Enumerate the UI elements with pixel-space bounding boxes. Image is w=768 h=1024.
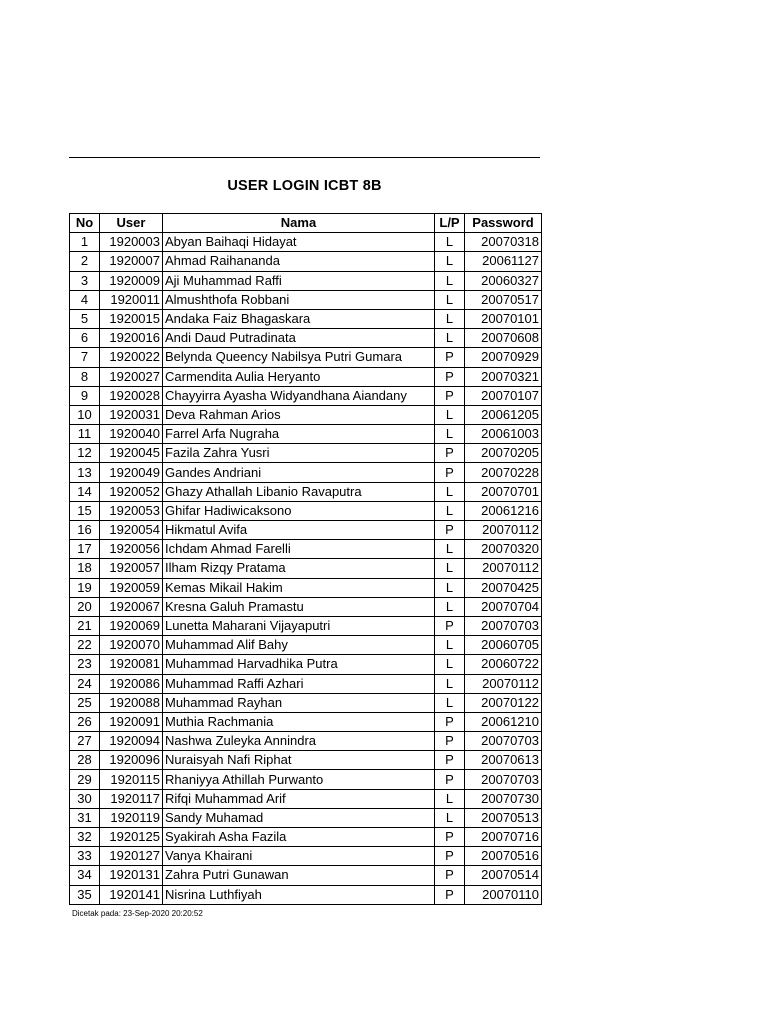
user-id-cell: 1920141 <box>100 885 163 904</box>
gender-cell: L <box>435 290 465 309</box>
table-row <box>70 636 542 655</box>
printed-timestamp: Dicetak pada: 23-Sep-2020 20:20:52 <box>72 909 203 918</box>
user-id-cell: 1920088 <box>100 693 163 712</box>
row-number-cell: 27 <box>70 732 100 751</box>
student-name-cell: Vanya Khairani <box>163 847 435 866</box>
student-name-cell: Farrel Arfa Nugraha <box>163 425 435 444</box>
password-cell: 20070112 <box>465 521 542 540</box>
student-name-cell: Andaka Faiz Bhagaskara <box>163 309 435 328</box>
gender-cell: L <box>435 597 465 616</box>
row-number-cell: 30 <box>70 789 100 808</box>
password-cell: 20070228 <box>465 463 542 482</box>
row-number-cell: 34 <box>70 866 100 885</box>
table-row <box>70 309 542 328</box>
gender-cell: L <box>435 693 465 712</box>
table-header-row <box>70 214 542 233</box>
user-id-cell: 1920094 <box>100 732 163 751</box>
password-cell: 20070321 <box>465 367 542 386</box>
row-number-cell: 20 <box>70 597 100 616</box>
student-name-cell: Rifqi Muhammad Arif <box>163 789 435 808</box>
gender-cell: L <box>435 674 465 693</box>
row-number-cell: 6 <box>70 329 100 348</box>
table-row <box>70 770 542 789</box>
table-row <box>70 674 542 693</box>
row-number-cell: 15 <box>70 501 100 520</box>
row-number-cell: 5 <box>70 309 100 328</box>
user-id-cell: 1920091 <box>100 712 163 731</box>
row-number-cell: 21 <box>70 616 100 635</box>
password-cell: 20070110 <box>465 885 542 904</box>
row-number-cell: 11 <box>70 425 100 444</box>
table-row <box>70 348 542 367</box>
password-cell: 20070425 <box>465 578 542 597</box>
gender-cell: P <box>435 732 465 751</box>
user-id-cell: 1920028 <box>100 386 163 405</box>
user-id-cell: 1920027 <box>100 367 163 386</box>
table-row <box>70 578 542 597</box>
table-row <box>70 597 542 616</box>
student-name-cell: Ghazy Athallah Libanio Ravaputra <box>163 482 435 501</box>
row-number-cell: 13 <box>70 463 100 482</box>
student-name-cell: Abyan Baihaqi Hidayat <box>163 233 435 252</box>
student-name-cell: Nisrina Luthfiyah <box>163 885 435 904</box>
password-cell: 20070101 <box>465 309 542 328</box>
gender-cell: L <box>435 501 465 520</box>
gender-cell: L <box>435 252 465 271</box>
student-name-cell: Nashwa Zuleyka Annindra <box>163 732 435 751</box>
password-cell: 20070716 <box>465 828 542 847</box>
user-id-cell: 1920003 <box>100 233 163 252</box>
user-id-cell: 1920119 <box>100 808 163 827</box>
gender-cell: P <box>435 444 465 463</box>
student-name-cell: Kresna Galuh Pramastu <box>163 597 435 616</box>
user-id-cell: 1920007 <box>100 252 163 271</box>
user-id-cell: 1920057 <box>100 559 163 578</box>
gender-cell: P <box>435 712 465 731</box>
gender-cell: P <box>435 463 465 482</box>
gender-cell: L <box>435 540 465 559</box>
password-cell: 20070704 <box>465 597 542 616</box>
password-cell: 20061205 <box>465 405 542 424</box>
gender-cell: P <box>435 770 465 789</box>
table-row <box>70 616 542 635</box>
gender-cell: P <box>435 386 465 405</box>
password-cell: 20070516 <box>465 847 542 866</box>
user-id-cell: 1920096 <box>100 751 163 770</box>
student-name-cell: Muhammad Harvadhika Putra <box>163 655 435 674</box>
header-nama: Nama <box>163 214 435 233</box>
row-number-cell: 9 <box>70 386 100 405</box>
row-number-cell: 12 <box>70 444 100 463</box>
user-id-cell: 1920056 <box>100 540 163 559</box>
user-id-cell: 1920053 <box>100 501 163 520</box>
table-row <box>70 425 542 444</box>
table-row <box>70 808 542 827</box>
gender-cell: L <box>435 655 465 674</box>
row-number-cell: 8 <box>70 367 100 386</box>
password-cell: 20070703 <box>465 770 542 789</box>
password-cell: 20060705 <box>465 636 542 655</box>
table-row <box>70 521 542 540</box>
user-id-cell: 1920022 <box>100 348 163 367</box>
student-name-cell: Syakirah Asha Fazila <box>163 828 435 847</box>
table-row <box>70 367 542 386</box>
table-row <box>70 540 542 559</box>
student-name-cell: Ahmad Raihananda <box>163 252 435 271</box>
gender-cell: L <box>435 482 465 501</box>
user-id-cell: 1920131 <box>100 866 163 885</box>
user-id-cell: 1920067 <box>100 597 163 616</box>
password-cell: 20070514 <box>465 866 542 885</box>
student-name-cell: Muhammad Rayhan <box>163 693 435 712</box>
student-name-cell: Carmendita Aulia Heryanto <box>163 367 435 386</box>
gender-cell: L <box>435 233 465 252</box>
table-row <box>70 444 542 463</box>
gender-cell: P <box>435 751 465 770</box>
user-id-cell: 1920086 <box>100 674 163 693</box>
table-row <box>70 233 542 252</box>
row-number-cell: 25 <box>70 693 100 712</box>
gender-cell: P <box>435 521 465 540</box>
password-cell: 20070703 <box>465 616 542 635</box>
password-cell: 20061210 <box>465 712 542 731</box>
row-number-cell: 28 <box>70 751 100 770</box>
table-row <box>70 712 542 731</box>
row-number-cell: 7 <box>70 348 100 367</box>
table-row <box>70 885 542 904</box>
table-row <box>70 828 542 847</box>
row-number-cell: 10 <box>70 405 100 424</box>
gender-cell: L <box>435 559 465 578</box>
password-cell: 20070513 <box>465 808 542 827</box>
password-cell: 20070122 <box>465 693 542 712</box>
row-number-cell: 22 <box>70 636 100 655</box>
table-row <box>70 751 542 770</box>
row-number-cell: 14 <box>70 482 100 501</box>
row-number-cell: 33 <box>70 847 100 866</box>
password-cell: 20070929 <box>465 348 542 367</box>
table-row <box>70 482 542 501</box>
user-id-cell: 1920125 <box>100 828 163 847</box>
user-id-cell: 1920117 <box>100 789 163 808</box>
row-number-cell: 4 <box>70 290 100 309</box>
user-id-cell: 1920081 <box>100 655 163 674</box>
student-name-cell: Kemas Mikail Hakim <box>163 578 435 597</box>
table-row <box>70 789 542 808</box>
user-id-cell: 1920045 <box>100 444 163 463</box>
table-row <box>70 866 542 885</box>
gender-cell: L <box>435 789 465 808</box>
student-name-cell: Ghifar Hadiwicaksono <box>163 501 435 520</box>
password-cell: 20061127 <box>465 252 542 271</box>
row-number-cell: 19 <box>70 578 100 597</box>
table-row <box>70 501 542 520</box>
password-cell: 20070107 <box>465 386 542 405</box>
gender-cell: L <box>435 405 465 424</box>
row-number-cell: 18 <box>70 559 100 578</box>
student-name-cell: Sandy Muhamad <box>163 808 435 827</box>
student-name-cell: Andi Daud Putradinata <box>163 329 435 348</box>
gender-cell: P <box>435 885 465 904</box>
user-id-cell: 1920049 <box>100 463 163 482</box>
password-cell: 20061216 <box>465 501 542 520</box>
password-cell: 20070205 <box>465 444 542 463</box>
user-id-cell: 1920040 <box>100 425 163 444</box>
gender-cell: P <box>435 866 465 885</box>
row-number-cell: 31 <box>70 808 100 827</box>
row-number-cell: 2 <box>70 252 100 271</box>
student-name-cell: Muthia Rachmania <box>163 712 435 731</box>
student-name-cell: Aji Muhammad Raffi <box>163 271 435 290</box>
gender-cell: L <box>435 329 465 348</box>
student-name-cell: Chayyirra Ayasha Widyandhana Aiandany <box>163 386 435 405</box>
gender-cell: L <box>435 271 465 290</box>
student-name-cell: Muhammad Alif Bahy <box>163 636 435 655</box>
row-number-cell: 17 <box>70 540 100 559</box>
password-cell: 20070517 <box>465 290 542 309</box>
table-row <box>70 271 542 290</box>
row-number-cell: 29 <box>70 770 100 789</box>
gender-cell: P <box>435 348 465 367</box>
row-number-cell: 16 <box>70 521 100 540</box>
user-id-cell: 1920115 <box>100 770 163 789</box>
password-cell: 20070701 <box>465 482 542 501</box>
gender-cell: P <box>435 367 465 386</box>
table-row <box>70 252 542 271</box>
password-cell: 20070730 <box>465 789 542 808</box>
table-row <box>70 329 542 348</box>
table-row <box>70 847 542 866</box>
password-cell: 20070112 <box>465 559 542 578</box>
top-divider <box>69 157 540 158</box>
user-id-cell: 1920127 <box>100 847 163 866</box>
student-name-cell: Belynda Queency Nabilsya Putri Gumara <box>163 348 435 367</box>
password-cell: 20070703 <box>465 732 542 751</box>
user-id-cell: 1920052 <box>100 482 163 501</box>
row-number-cell: 32 <box>70 828 100 847</box>
user-id-cell: 1920070 <box>100 636 163 655</box>
student-name-cell: Gandes Andriani <box>163 463 435 482</box>
table-row <box>70 559 542 578</box>
user-id-cell: 1920009 <box>100 271 163 290</box>
gender-cell: L <box>435 808 465 827</box>
student-name-cell: Nuraisyah Nafi Riphat <box>163 751 435 770</box>
student-name-cell: Zahra Putri Gunawan <box>163 866 435 885</box>
row-number-cell: 35 <box>70 885 100 904</box>
header-lp: L/P <box>435 214 465 233</box>
user-id-cell: 1920031 <box>100 405 163 424</box>
password-cell: 20061003 <box>465 425 542 444</box>
student-name-cell: Muhammad Raffi Azhari <box>163 674 435 693</box>
table-row <box>70 693 542 712</box>
user-id-cell: 1920016 <box>100 329 163 348</box>
student-name-cell: Deva Rahman Arios <box>163 405 435 424</box>
password-cell: 20060722 <box>465 655 542 674</box>
user-id-cell: 1920015 <box>100 309 163 328</box>
student-name-cell: Rhaniyya Athillah Purwanto <box>163 770 435 789</box>
gender-cell: P <box>435 616 465 635</box>
user-id-cell: 1920069 <box>100 616 163 635</box>
table-row <box>70 405 542 424</box>
password-cell: 20070320 <box>465 540 542 559</box>
user-id-cell: 1920054 <box>100 521 163 540</box>
row-number-cell: 1 <box>70 233 100 252</box>
student-name-cell: Ilham Rizqy Pratama <box>163 559 435 578</box>
document-title: USER LOGIN ICBT 8B <box>227 178 382 194</box>
user-id-cell: 1920059 <box>100 578 163 597</box>
gender-cell: P <box>435 828 465 847</box>
password-cell: 20070318 <box>465 233 542 252</box>
row-number-cell: 26 <box>70 712 100 731</box>
student-name-cell: Fazila Zahra Yusri <box>163 444 435 463</box>
row-number-cell: 24 <box>70 674 100 693</box>
header-no: No <box>70 214 100 233</box>
gender-cell: L <box>435 425 465 444</box>
table-row <box>70 655 542 674</box>
table-row <box>70 463 542 482</box>
header-user: User <box>100 214 163 233</box>
table-row <box>70 290 542 309</box>
table-row <box>70 732 542 751</box>
student-name-cell: Lunetta Maharani Vijayaputri <box>163 616 435 635</box>
password-cell: 20070608 <box>465 329 542 348</box>
row-number-cell: 3 <box>70 271 100 290</box>
student-name-cell: Almushthofa Robbani <box>163 290 435 309</box>
student-name-cell: Ichdam Ahmad Farelli <box>163 540 435 559</box>
row-number-cell: 23 <box>70 655 100 674</box>
password-cell: 20060327 <box>465 271 542 290</box>
gender-cell: L <box>435 578 465 597</box>
table-body <box>70 233 542 905</box>
password-cell: 20070613 <box>465 751 542 770</box>
gender-cell: L <box>435 636 465 655</box>
student-name-cell: Hikmatul Avifa <box>163 521 435 540</box>
user-id-cell: 1920011 <box>100 290 163 309</box>
table-row <box>70 386 542 405</box>
header-password: Password <box>465 214 542 233</box>
user-login-table <box>69 213 542 905</box>
gender-cell: L <box>435 309 465 328</box>
gender-cell: P <box>435 847 465 866</box>
password-cell: 20070112 <box>465 674 542 693</box>
